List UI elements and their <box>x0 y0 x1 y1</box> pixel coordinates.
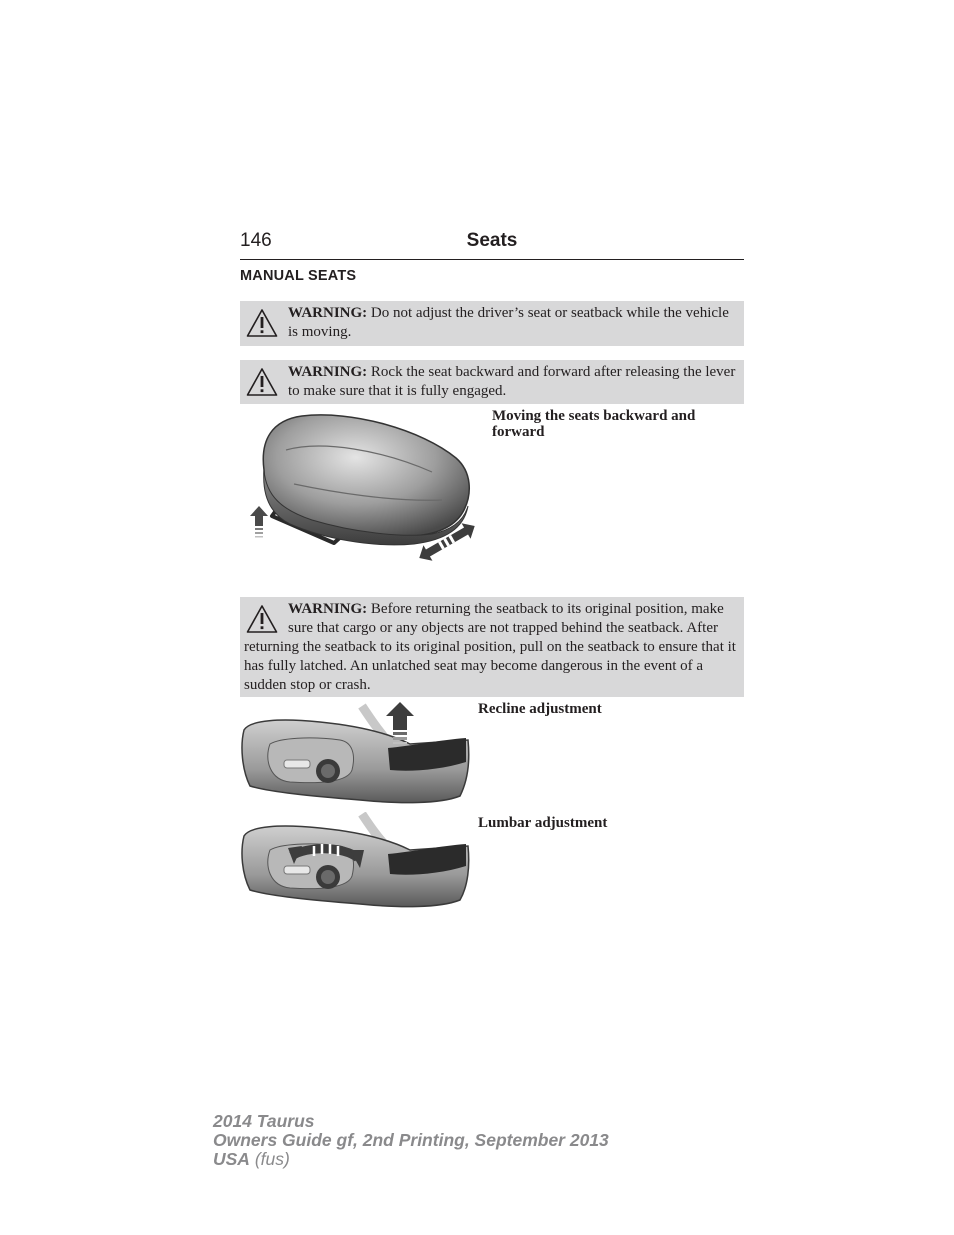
footer-model: 2014 Taurus <box>213 1111 315 1131</box>
warning-label: WARNING: <box>288 601 368 617</box>
footer <box>213 1112 609 1169</box>
warning-text: Rock the seat backward and forward after releasing the lever to make sure that it is fully engaged. <box>288 364 736 399</box>
illustration-caption: Recline adjustment <box>478 701 602 717</box>
warning-triangle-icon <box>246 308 278 338</box>
warning-text: Do not adjust the driver’s seat or seatback while the vehicle is moving. <box>288 305 729 340</box>
recline-illustration <box>240 700 472 810</box>
footer-edition: Owners Guide gf, 2nd Printing, September 2013 <box>213 1130 609 1150</box>
page-number: 146 <box>240 230 272 251</box>
header-rule <box>240 259 744 260</box>
warning-box <box>240 360 744 404</box>
warning-label: WARNING: <box>288 364 368 380</box>
warning-triangle-icon <box>246 367 278 397</box>
seat-track-illustration <box>242 410 482 568</box>
illustration-caption: Lumbar adjustment <box>478 815 608 831</box>
footer-region <box>213 1150 609 1169</box>
illustration-caption: Moving the seats backward and forward <box>492 408 696 440</box>
arrow-icon <box>250 506 268 538</box>
footer-region-suffix: (fus) <box>249 1149 290 1169</box>
warning-triangle-icon <box>246 604 278 634</box>
warning-box <box>240 301 744 346</box>
warning-label: WARNING: <box>288 305 368 321</box>
chapter-title: Seats <box>466 230 518 251</box>
section-heading: MANUAL SEATS <box>240 268 357 284</box>
warning-box <box>240 597 744 697</box>
lumbar-illustration <box>240 812 472 912</box>
footer-region-code: USA <box>213 1149 250 1169</box>
warning-text: Before returning the seatback to its original position, make sure that cargo or any objects are not trapped behind the seatback. After returning the seatback to its original position, pull on the seatback to ensure that it has fully latched. An unlatched seat may become dangerous in the event of a sudden stop or crash. <box>244 601 736 693</box>
